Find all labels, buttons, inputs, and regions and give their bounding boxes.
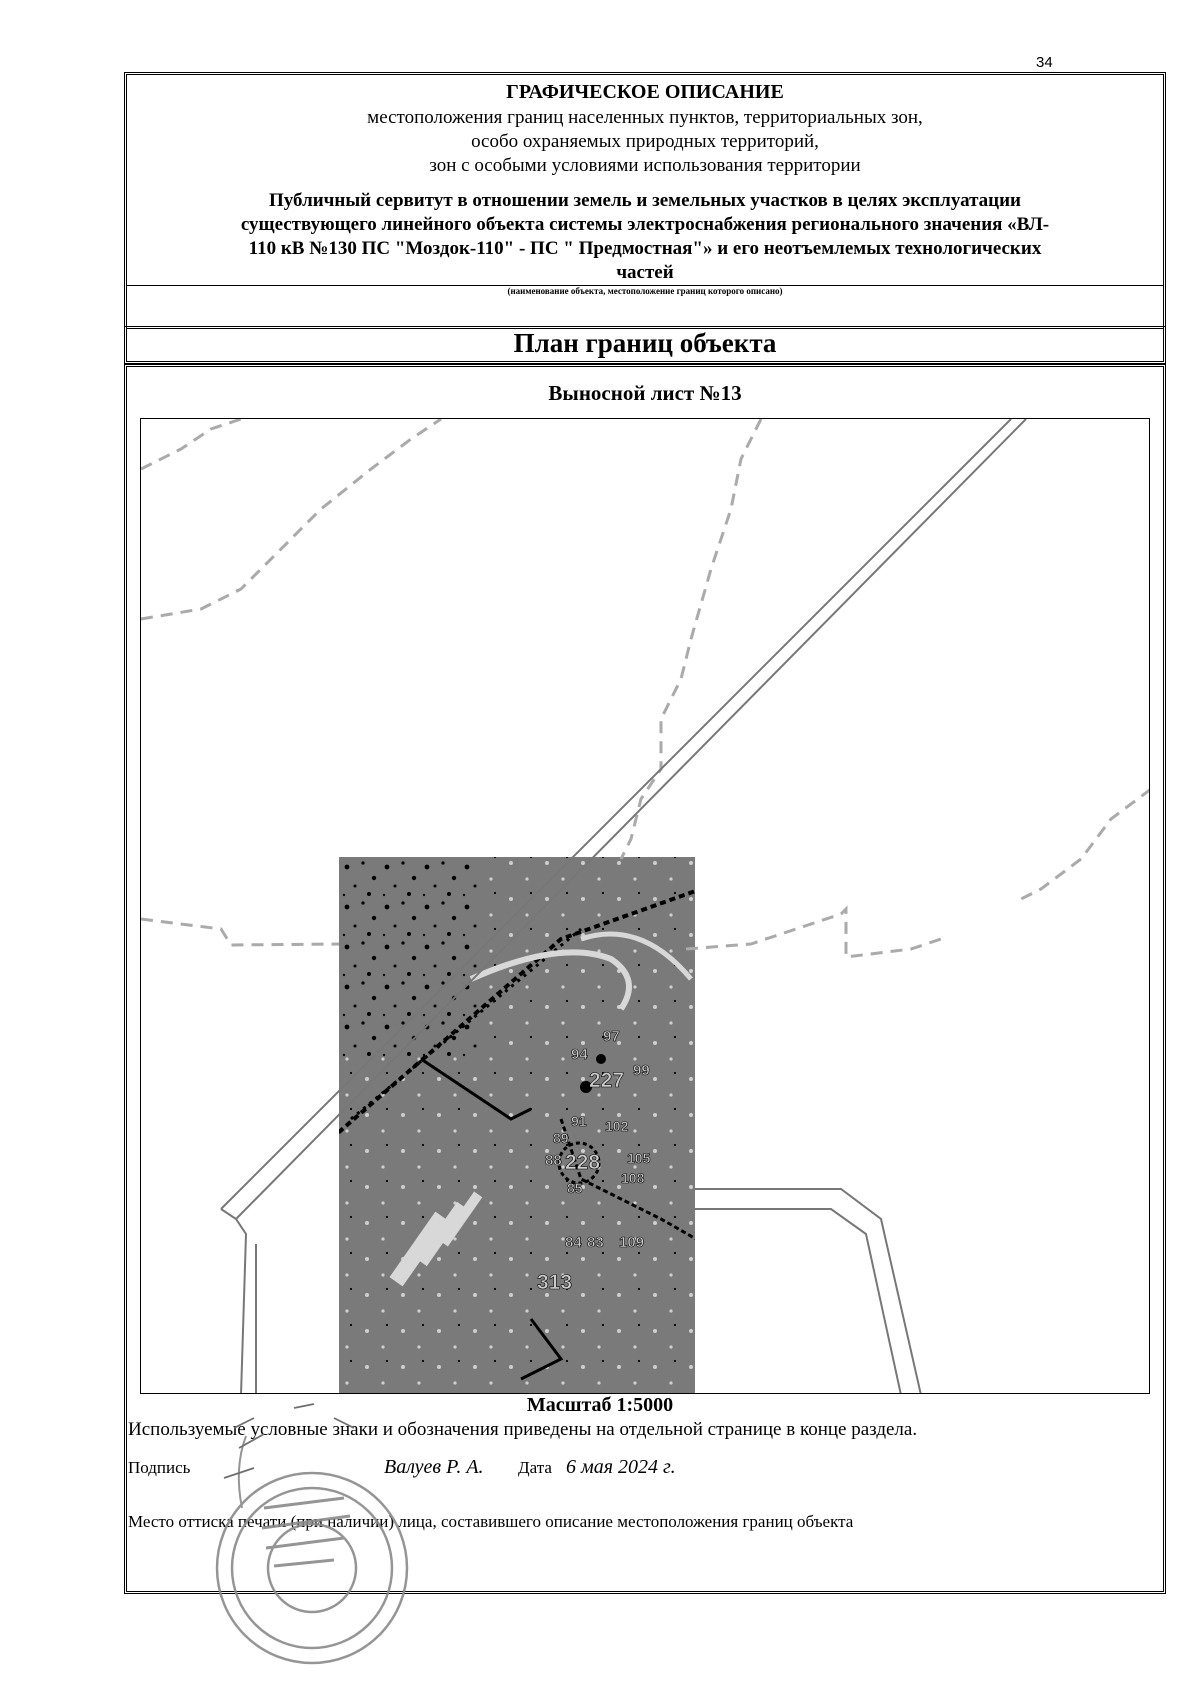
point-88: 88 [545,1152,562,1169]
point-108: 108 [621,1170,645,1186]
signer-name: Валуев Р. А. [384,1456,484,1478]
point-84: 84 [565,1234,582,1251]
point-99: 99 [633,1062,650,1079]
subtitle-line-2: особо охраняемых природных территорий, [471,131,819,152]
plan-title-frame [124,326,1166,364]
aerial-photo [331,857,701,1394]
point-83: 83 [587,1234,604,1251]
point-228: 228 [565,1151,601,1174]
subtitle-line-1: местоположения границ населенных пунктов, территориальных зон, [367,107,923,128]
header-frame [124,72,1166,364]
point-89: 89 [553,1130,569,1146]
point-97: 97 [603,1028,620,1045]
point-227: 227 [589,1069,625,1092]
point-102: 102 [605,1118,629,1134]
plan-title: План границ объекта [513,328,777,358]
point-91: 91 [571,1113,587,1129]
point-105: 105 [627,1150,651,1166]
page-number: 34 [1036,54,1053,71]
document-title: ГРАФИЧЕСКОЕ ОПИСАНИЕ [506,81,784,103]
object-caption: (наименование объекта, местоположение границ которого описано) [507,286,783,296]
map-scale: Масштаб 1:5000 [526,1394,674,1416]
object-line-1: Публичный сервитут в отношении земель и земельных участков в целях эксплуатации [269,190,1021,211]
seal-stamp-image [194,1388,414,1688]
point-85: 85 [567,1180,583,1196]
object-line-2: существующего линейного объекта системы электроснабжения регионального значения «ВЛ- [240,214,1050,235]
object-line-3: 110 кВ №130 ПС "Моздок-110" - ПС " Предмостная"» и его неотъемлемых технологических [248,238,1042,259]
legend-note: Используемые условные знаки и обозначения приведены на отдельной странице в конце раздела. [128,1419,918,1440]
signature-label: Подпись [128,1458,191,1477]
map-view [140,418,1150,1394]
subtitle-line-3: зон с особыми условиями использования территории [429,155,861,176]
point-313: 313 [537,1271,573,1294]
object-line-4: частей [616,262,674,283]
date-label: Дата [518,1458,552,1477]
map-drawing [141,419,1150,1394]
seal-note: Место оттиска печати (при наличии) лица, составившего описание местоположения границ объекта [128,1512,854,1531]
sheet-title: Выносной лист №13 [548,381,742,405]
point-94: 94 [571,1046,588,1063]
point-109: 109 [619,1234,645,1251]
date-value: 6 мая 2024 г. [566,1456,676,1478]
